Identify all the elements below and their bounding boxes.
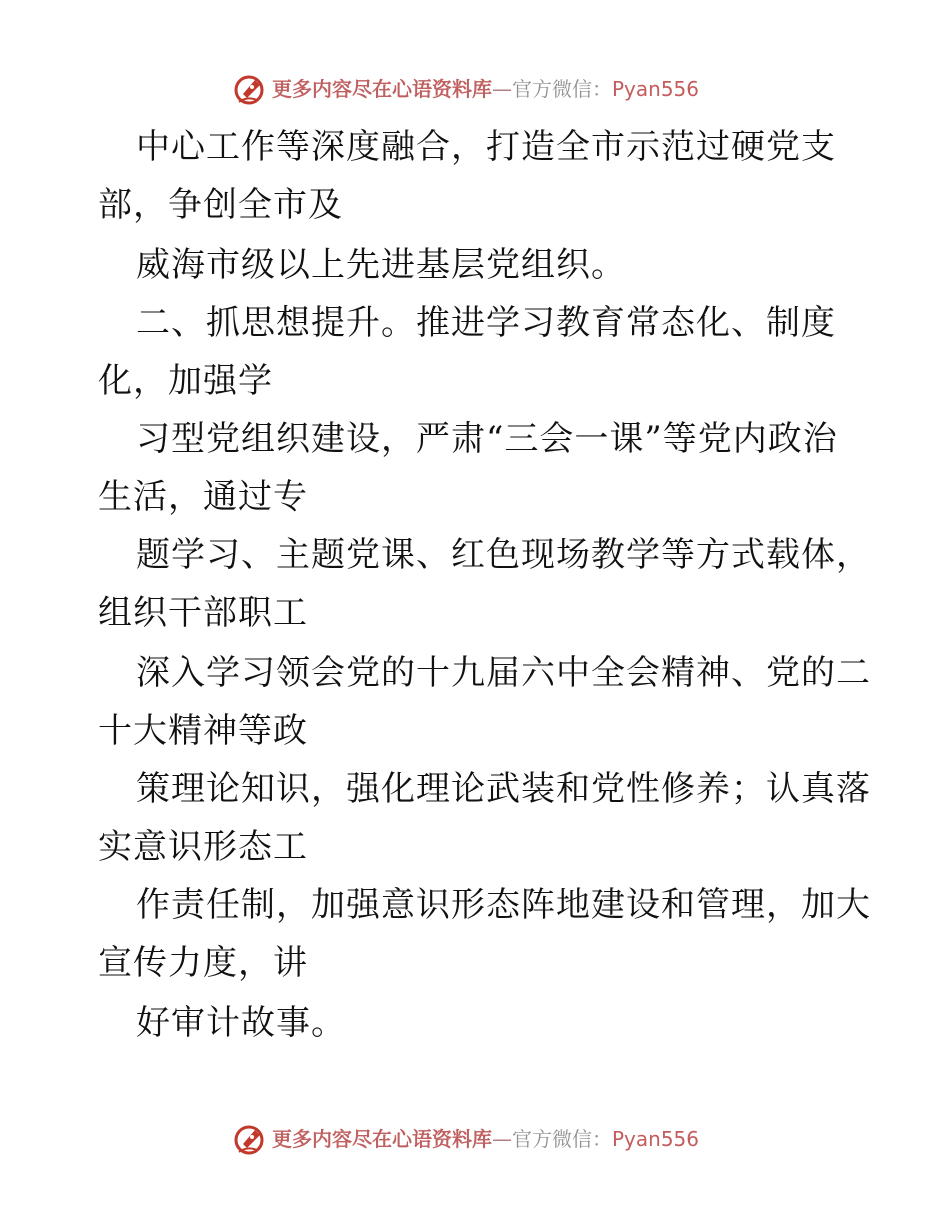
header-brand: 更多内容尽在心语资料库: [272, 77, 492, 101]
body-line: 威海市级以上先进基层党组织。: [136, 245, 626, 285]
body-line: 深入学习领会党的十九届六中全会精神、党的二: [136, 653, 871, 693]
body-line: 实意识形态工: [98, 827, 308, 867]
header-separator: —: [492, 77, 512, 101]
body-line: 宣传力度，讲: [98, 943, 308, 983]
footer-brand: 更多内容尽在心语资料库: [272, 1127, 492, 1151]
body-line: 部，争创全市及: [98, 185, 343, 225]
footer-banner: [0, 1120, 950, 1160]
body-line: 十大精神等政: [98, 711, 308, 751]
body-line: 二、抓思想提升。推进学习教育常态化、制度: [136, 303, 836, 343]
pen-nib-logo-icon: [233, 1122, 267, 1156]
footer-wechat-label: 官方微信：: [512, 1127, 612, 1151]
footer-wechat-id: Pyan556: [612, 1127, 700, 1151]
body-line: 习型党组织建设，严肃“三会一课”等党内政治: [136, 419, 838, 459]
body-line: 中心工作等深度融合，打造全市示范过硬党支: [136, 127, 836, 167]
body-line: 策理论知识，强化理论武装和党性修养；认真落: [136, 769, 871, 809]
footer-separator: —: [492, 1127, 512, 1151]
body-line: 题学习、主题党课、红色现场教学等方式载体，: [136, 535, 871, 575]
header-banner-text: [272, 76, 699, 102]
header-banner: [0, 70, 950, 110]
body-line: 组织干部职工: [98, 593, 308, 633]
header-wechat-id: Pyan556: [612, 77, 700, 101]
body-line: 化，加强学: [98, 361, 273, 401]
body-line: 好审计故事。: [136, 1003, 346, 1043]
pen-nib-logo-icon: [233, 72, 267, 106]
body-line: 作责任制，加强意识形态阵地建设和管理，加大: [136, 885, 871, 925]
header-wechat-label: 官方微信：: [512, 77, 612, 101]
body-line: 生活，通过专: [98, 477, 308, 517]
footer-banner-text: [272, 1126, 699, 1152]
